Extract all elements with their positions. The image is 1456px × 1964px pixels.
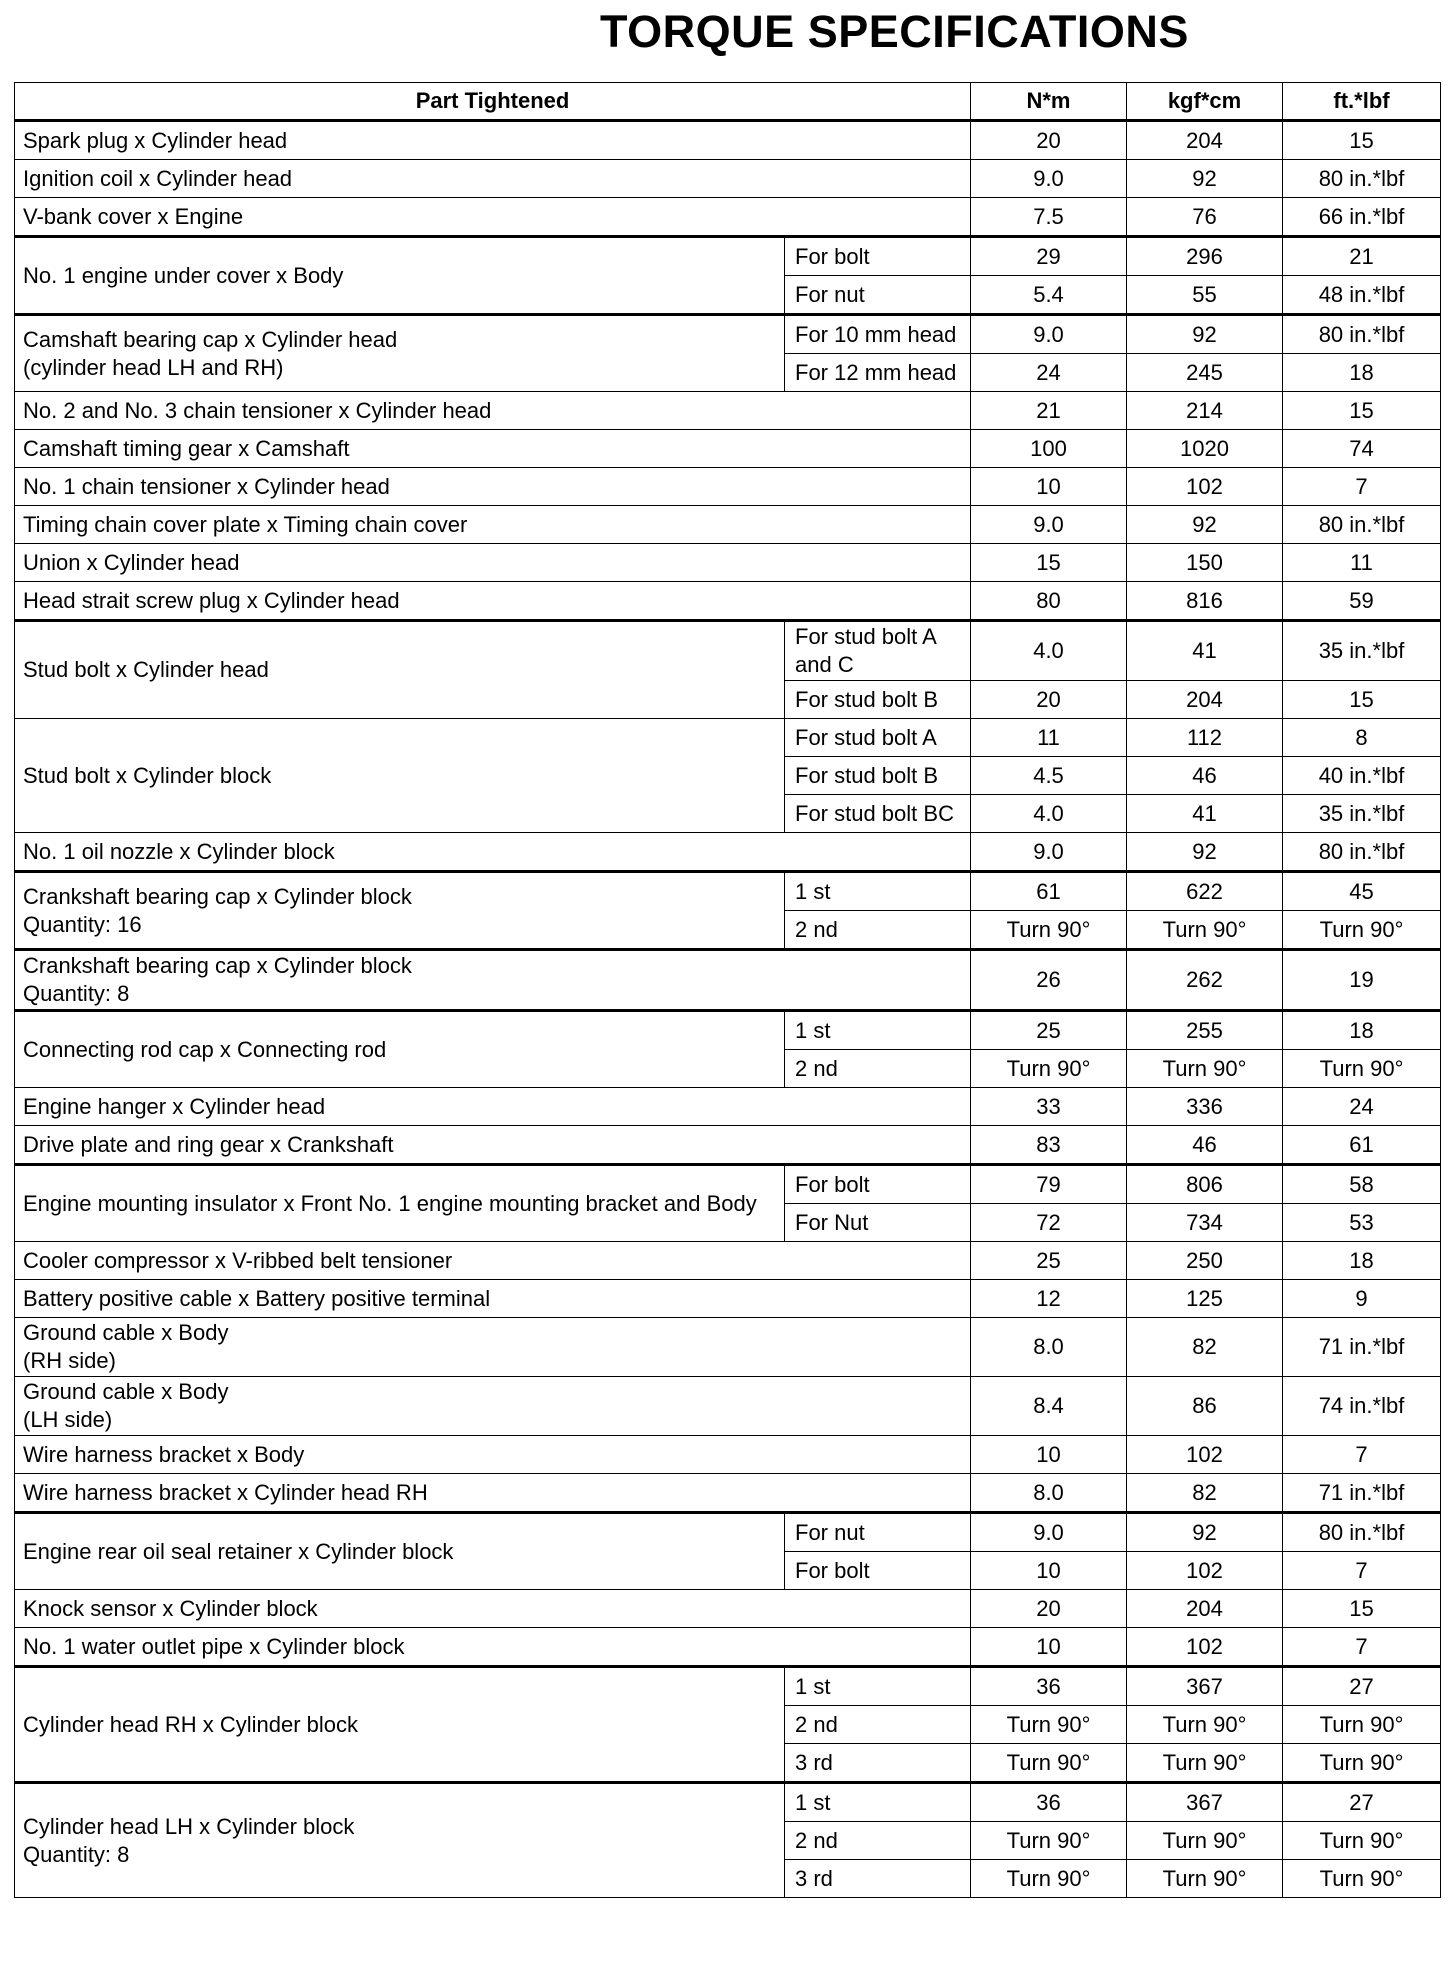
kgf-cm-value-cell: 92 xyxy=(1127,315,1283,354)
nm-value-cell: 24 xyxy=(971,354,1127,392)
table-row xyxy=(15,468,1441,506)
part-tightened-cell: Crankshaft bearing cap x Cylinder block Quantity: 16 xyxy=(15,872,785,950)
ft-lbf-value-cell: 45 xyxy=(1283,872,1441,911)
ft-lbf-value-cell: 24 xyxy=(1283,1088,1441,1126)
kgf-cm-value-cell: Turn 90° xyxy=(1127,1744,1283,1783)
table-row xyxy=(15,1667,1441,1706)
kgf-cm-value-cell: 102 xyxy=(1127,468,1283,506)
nm-value-cell: 72 xyxy=(971,1204,1127,1242)
part-tightened-cell: Stud bolt x Cylinder head xyxy=(15,621,785,719)
table-row xyxy=(15,198,1441,237)
table-row xyxy=(15,1011,1441,1050)
condition-cell: For bolt xyxy=(785,1552,971,1590)
nm-value-cell: 20 xyxy=(971,1590,1127,1628)
part-tightened-cell: No. 2 and No. 3 chain tensioner x Cylinder head xyxy=(15,392,971,430)
kgf-cm-value-cell: 92 xyxy=(1127,506,1283,544)
ft-lbf-value-cell: 61 xyxy=(1283,1126,1441,1165)
kgf-cm-value-cell: Turn 90° xyxy=(1127,1706,1283,1744)
kgf-cm-value-cell: 55 xyxy=(1127,276,1283,315)
kgf-cm-value-cell: Turn 90° xyxy=(1127,1822,1283,1860)
table-row xyxy=(15,872,1441,911)
part-tightened-cell: Engine hanger x Cylinder head xyxy=(15,1088,971,1126)
kgf-cm-value-cell: 46 xyxy=(1127,757,1283,795)
nm-value-cell: 61 xyxy=(971,872,1127,911)
part-tightened-cell: Ignition coil x Cylinder head xyxy=(15,160,971,198)
nm-value-cell: Turn 90° xyxy=(971,1822,1127,1860)
nm-value-cell: 100 xyxy=(971,430,1127,468)
part-tightened-cell: Wire harness bracket x Cylinder head RH xyxy=(15,1474,971,1513)
nm-value-cell: 20 xyxy=(971,121,1127,160)
nm-value-cell: 83 xyxy=(971,1126,1127,1165)
kgf-cm-value-cell: 92 xyxy=(1127,833,1283,872)
condition-cell: For bolt xyxy=(785,1165,971,1204)
nm-value-cell: Turn 90° xyxy=(971,1744,1127,1783)
nm-value-cell: 9.0 xyxy=(971,315,1127,354)
condition-cell: 2 nd xyxy=(785,1706,971,1744)
ft-lbf-value-cell: 59 xyxy=(1283,582,1441,621)
nm-value-cell: 9.0 xyxy=(971,506,1127,544)
ft-lbf-value-cell: 8 xyxy=(1283,719,1441,757)
nm-value-cell: 7.5 xyxy=(971,198,1127,237)
nm-value-cell: 80 xyxy=(971,582,1127,621)
condition-cell: 1 st xyxy=(785,872,971,911)
kgf-cm-value-cell: 204 xyxy=(1127,1590,1283,1628)
part-tightened-cell: No. 1 water outlet pipe x Cylinder block xyxy=(15,1628,971,1667)
kgf-cm-value-cell: 806 xyxy=(1127,1165,1283,1204)
kgf-cm-value-cell: 255 xyxy=(1127,1011,1283,1050)
condition-cell: For stud bolt A xyxy=(785,719,971,757)
ft-lbf-value-cell: 80 in.*lbf xyxy=(1283,1513,1441,1552)
condition-cell: 1 st xyxy=(785,1783,971,1822)
ft-lbf-value-cell: Turn 90° xyxy=(1283,911,1441,950)
kgf-cm-value-cell: 214 xyxy=(1127,392,1283,430)
kgf-cm-value-cell: 125 xyxy=(1127,1280,1283,1318)
nm-value-cell: 9.0 xyxy=(971,1513,1127,1552)
part-tightened-cell: Union x Cylinder head xyxy=(15,544,971,582)
ft-lbf-value-cell: 15 xyxy=(1283,392,1441,430)
ft-lbf-value-cell: Turn 90° xyxy=(1283,1744,1441,1783)
ft-lbf-value-cell: Turn 90° xyxy=(1283,1050,1441,1088)
nm-value-cell: 8.4 xyxy=(971,1377,1127,1436)
ft-lbf-value-cell: 80 in.*lbf xyxy=(1283,315,1441,354)
kgf-cm-value-cell: 41 xyxy=(1127,621,1283,681)
table-row xyxy=(15,1377,1441,1436)
header-kgf-cm: kgf*cm xyxy=(1127,83,1283,121)
part-tightened-cell: No. 1 engine under cover x Body xyxy=(15,237,785,315)
table-row xyxy=(15,833,1441,872)
ft-lbf-value-cell: 11 xyxy=(1283,544,1441,582)
header-nm: N*m xyxy=(971,83,1127,121)
kgf-cm-value-cell: Turn 90° xyxy=(1127,1050,1283,1088)
ft-lbf-value-cell: 71 in.*lbf xyxy=(1283,1474,1441,1513)
nm-value-cell: 4.0 xyxy=(971,795,1127,833)
part-tightened-cell: Battery positive cable x Battery positive terminal xyxy=(15,1280,971,1318)
part-tightened-cell: Camshaft timing gear x Camshaft xyxy=(15,430,971,468)
table-header-row xyxy=(15,83,1441,121)
kgf-cm-value-cell: 204 xyxy=(1127,121,1283,160)
part-tightened-cell: Spark plug x Cylinder head xyxy=(15,121,971,160)
table-row xyxy=(15,1126,1441,1165)
kgf-cm-value-cell: 92 xyxy=(1127,1513,1283,1552)
ft-lbf-value-cell: 71 in.*lbf xyxy=(1283,1318,1441,1377)
nm-value-cell: 10 xyxy=(971,468,1127,506)
nm-value-cell: 10 xyxy=(971,1628,1127,1667)
ft-lbf-value-cell: 18 xyxy=(1283,1011,1441,1050)
kgf-cm-value-cell: 41 xyxy=(1127,795,1283,833)
table-row xyxy=(15,544,1441,582)
table-row xyxy=(15,1590,1441,1628)
condition-cell: For stud bolt A and C xyxy=(785,621,971,681)
nm-value-cell: 79 xyxy=(971,1165,1127,1204)
nm-value-cell: 9.0 xyxy=(971,160,1127,198)
condition-cell: For Nut xyxy=(785,1204,971,1242)
nm-value-cell: 9.0 xyxy=(971,833,1127,872)
part-tightened-cell: No. 1 oil nozzle x Cylinder block xyxy=(15,833,971,872)
table-row xyxy=(15,1436,1441,1474)
nm-value-cell: 21 xyxy=(971,392,1127,430)
nm-value-cell: 33 xyxy=(971,1088,1127,1126)
condition-cell: 2 nd xyxy=(785,911,971,950)
nm-value-cell: 29 xyxy=(971,237,1127,276)
part-tightened-cell: Crankshaft bearing cap x Cylinder block Quantity: 8 xyxy=(15,950,971,1011)
kgf-cm-value-cell: 102 xyxy=(1127,1436,1283,1474)
kgf-cm-value-cell: 245 xyxy=(1127,354,1283,392)
kgf-cm-value-cell: 82 xyxy=(1127,1318,1283,1377)
ft-lbf-value-cell: 53 xyxy=(1283,1204,1441,1242)
table-row xyxy=(15,1783,1441,1822)
ft-lbf-value-cell: 74 xyxy=(1283,430,1441,468)
part-tightened-cell: Connecting rod cap x Connecting rod xyxy=(15,1011,785,1088)
kgf-cm-value-cell: 82 xyxy=(1127,1474,1283,1513)
ft-lbf-value-cell: 15 xyxy=(1283,121,1441,160)
nm-value-cell: Turn 90° xyxy=(971,911,1127,950)
table-row xyxy=(15,1513,1441,1552)
condition-cell: 1 st xyxy=(785,1011,971,1050)
condition-cell: 2 nd xyxy=(785,1050,971,1088)
kgf-cm-value-cell: 250 xyxy=(1127,1242,1283,1280)
ft-lbf-value-cell: 48 in.*lbf xyxy=(1283,276,1441,315)
kgf-cm-value-cell: 86 xyxy=(1127,1377,1283,1436)
ft-lbf-value-cell: 9 xyxy=(1283,1280,1441,1318)
nm-value-cell: 15 xyxy=(971,544,1127,582)
part-tightened-cell: Engine rear oil seal retainer x Cylinder block xyxy=(15,1513,785,1590)
part-tightened-cell: Ground cable x Body (RH side) xyxy=(15,1318,971,1377)
condition-cell: For 12 mm head xyxy=(785,354,971,392)
kgf-cm-value-cell: 622 xyxy=(1127,872,1283,911)
kgf-cm-value-cell: 1020 xyxy=(1127,430,1283,468)
nm-value-cell: 8.0 xyxy=(971,1474,1127,1513)
part-tightened-cell: Head strait screw plug x Cylinder head xyxy=(15,582,971,621)
kgf-cm-value-cell: 112 xyxy=(1127,719,1283,757)
ft-lbf-value-cell: 80 in.*lbf xyxy=(1283,506,1441,544)
nm-value-cell: 5.4 xyxy=(971,276,1127,315)
ft-lbf-value-cell: 19 xyxy=(1283,950,1441,1011)
condition-cell: 1 st xyxy=(785,1667,971,1706)
nm-value-cell: 4.0 xyxy=(971,621,1127,681)
ft-lbf-value-cell: 27 xyxy=(1283,1783,1441,1822)
kgf-cm-value-cell: 102 xyxy=(1127,1628,1283,1667)
nm-value-cell: Turn 90° xyxy=(971,1860,1127,1898)
condition-cell: For 10 mm head xyxy=(785,315,971,354)
kgf-cm-value-cell: 734 xyxy=(1127,1204,1283,1242)
ft-lbf-value-cell: 35 in.*lbf xyxy=(1283,621,1441,681)
table-row xyxy=(15,506,1441,544)
table-row xyxy=(15,719,1441,757)
page-title: TORQUE SPECIFICATIONS xyxy=(600,6,1189,57)
ft-lbf-value-cell: 27 xyxy=(1283,1667,1441,1706)
nm-value-cell: 25 xyxy=(971,1011,1127,1050)
part-tightened-cell: Cylinder head RH x Cylinder block xyxy=(15,1667,785,1783)
ft-lbf-value-cell: 7 xyxy=(1283,1628,1441,1667)
table-row xyxy=(15,160,1441,198)
ft-lbf-value-cell: 18 xyxy=(1283,354,1441,392)
ft-lbf-value-cell: Turn 90° xyxy=(1283,1822,1441,1860)
condition-cell: For stud bolt BC xyxy=(785,795,971,833)
kgf-cm-value-cell: 92 xyxy=(1127,160,1283,198)
kgf-cm-value-cell: 150 xyxy=(1127,544,1283,582)
ft-lbf-value-cell: 40 in.*lbf xyxy=(1283,757,1441,795)
ft-lbf-value-cell: Turn 90° xyxy=(1283,1860,1441,1898)
table-row xyxy=(15,121,1441,160)
nm-value-cell: Turn 90° xyxy=(971,1706,1127,1744)
nm-value-cell: 36 xyxy=(971,1667,1127,1706)
header-part-tightened: Part Tightened xyxy=(15,83,971,121)
torque-spec-table xyxy=(14,82,1441,1898)
part-tightened-cell: Drive plate and ring gear x Crankshaft xyxy=(15,1126,971,1165)
kgf-cm-value-cell: 102 xyxy=(1127,1552,1283,1590)
kgf-cm-value-cell: 204 xyxy=(1127,681,1283,719)
table-row xyxy=(15,430,1441,468)
nm-value-cell: 10 xyxy=(971,1436,1127,1474)
table-row xyxy=(15,1165,1441,1204)
kgf-cm-value-cell: 296 xyxy=(1127,237,1283,276)
nm-value-cell: 26 xyxy=(971,950,1127,1011)
condition-cell: 3 rd xyxy=(785,1860,971,1898)
part-tightened-cell: Engine mounting insulator x Front No. 1 engine mounting bracket and Body xyxy=(15,1165,785,1242)
kgf-cm-value-cell: 46 xyxy=(1127,1126,1283,1165)
kgf-cm-value-cell: 367 xyxy=(1127,1667,1283,1706)
kgf-cm-value-cell: 76 xyxy=(1127,198,1283,237)
ft-lbf-value-cell: Turn 90° xyxy=(1283,1706,1441,1744)
ft-lbf-value-cell: 15 xyxy=(1283,1590,1441,1628)
nm-value-cell: 10 xyxy=(971,1552,1127,1590)
header-ft-lbf: ft.*lbf xyxy=(1283,83,1441,121)
table-row xyxy=(15,1242,1441,1280)
condition-cell: For nut xyxy=(785,276,971,315)
kgf-cm-value-cell: 367 xyxy=(1127,1783,1283,1822)
part-tightened-cell: Ground cable x Body (LH side) xyxy=(15,1377,971,1436)
table-row xyxy=(15,1280,1441,1318)
nm-value-cell: Turn 90° xyxy=(971,1050,1127,1088)
nm-value-cell: 11 xyxy=(971,719,1127,757)
kgf-cm-value-cell: 262 xyxy=(1127,950,1283,1011)
table-row xyxy=(15,237,1441,276)
condition-cell: For stud bolt B xyxy=(785,757,971,795)
ft-lbf-value-cell: 21 xyxy=(1283,237,1441,276)
ft-lbf-value-cell: 35 in.*lbf xyxy=(1283,795,1441,833)
condition-cell: 3 rd xyxy=(785,1744,971,1783)
part-tightened-cell: No. 1 chain tensioner x Cylinder head xyxy=(15,468,971,506)
kgf-cm-value-cell: Turn 90° xyxy=(1127,1860,1283,1898)
nm-value-cell: 25 xyxy=(971,1242,1127,1280)
nm-value-cell: 36 xyxy=(971,1783,1127,1822)
part-tightened-cell: Cooler compressor x V-ribbed belt tensioner xyxy=(15,1242,971,1280)
ft-lbf-value-cell: 7 xyxy=(1283,468,1441,506)
table-row xyxy=(15,392,1441,430)
nm-value-cell: 4.5 xyxy=(971,757,1127,795)
table-row xyxy=(15,315,1441,354)
ft-lbf-value-cell: 80 in.*lbf xyxy=(1283,833,1441,872)
condition-cell: For nut xyxy=(785,1513,971,1552)
part-tightened-cell: Knock sensor x Cylinder block xyxy=(15,1590,971,1628)
part-tightened-cell: Camshaft bearing cap x Cylinder head (cylinder head LH and RH) xyxy=(15,315,785,392)
ft-lbf-value-cell: 7 xyxy=(1283,1436,1441,1474)
table-row xyxy=(15,1474,1441,1513)
ft-lbf-value-cell: 80 in.*lbf xyxy=(1283,160,1441,198)
part-tightened-cell: Wire harness bracket x Body xyxy=(15,1436,971,1474)
nm-value-cell: 20 xyxy=(971,681,1127,719)
table-row xyxy=(15,621,1441,681)
kgf-cm-value-cell: 336 xyxy=(1127,1088,1283,1126)
part-tightened-cell: Timing chain cover plate x Timing chain cover xyxy=(15,506,971,544)
table-row xyxy=(15,1088,1441,1126)
table-row xyxy=(15,950,1441,1011)
condition-cell: For stud bolt B xyxy=(785,681,971,719)
table-row xyxy=(15,1318,1441,1377)
ft-lbf-value-cell: 18 xyxy=(1283,1242,1441,1280)
kgf-cm-value-cell: 816 xyxy=(1127,582,1283,621)
condition-cell: For bolt xyxy=(785,237,971,276)
kgf-cm-value-cell: Turn 90° xyxy=(1127,911,1283,950)
part-tightened-cell: V-bank cover x Engine xyxy=(15,198,971,237)
part-tightened-cell: Stud bolt x Cylinder block xyxy=(15,719,785,833)
part-tightened-cell: Cylinder head LH x Cylinder block Quantity: 8 xyxy=(15,1783,785,1898)
nm-value-cell: 12 xyxy=(971,1280,1127,1318)
ft-lbf-value-cell: 58 xyxy=(1283,1165,1441,1204)
ft-lbf-value-cell: 15 xyxy=(1283,681,1441,719)
ft-lbf-value-cell: 74 in.*lbf xyxy=(1283,1377,1441,1436)
ft-lbf-value-cell: 66 in.*lbf xyxy=(1283,198,1441,237)
nm-value-cell: 8.0 xyxy=(971,1318,1127,1377)
ft-lbf-value-cell: 7 xyxy=(1283,1552,1441,1590)
table-row xyxy=(15,1628,1441,1667)
condition-cell: 2 nd xyxy=(785,1822,971,1860)
table-row xyxy=(15,582,1441,621)
